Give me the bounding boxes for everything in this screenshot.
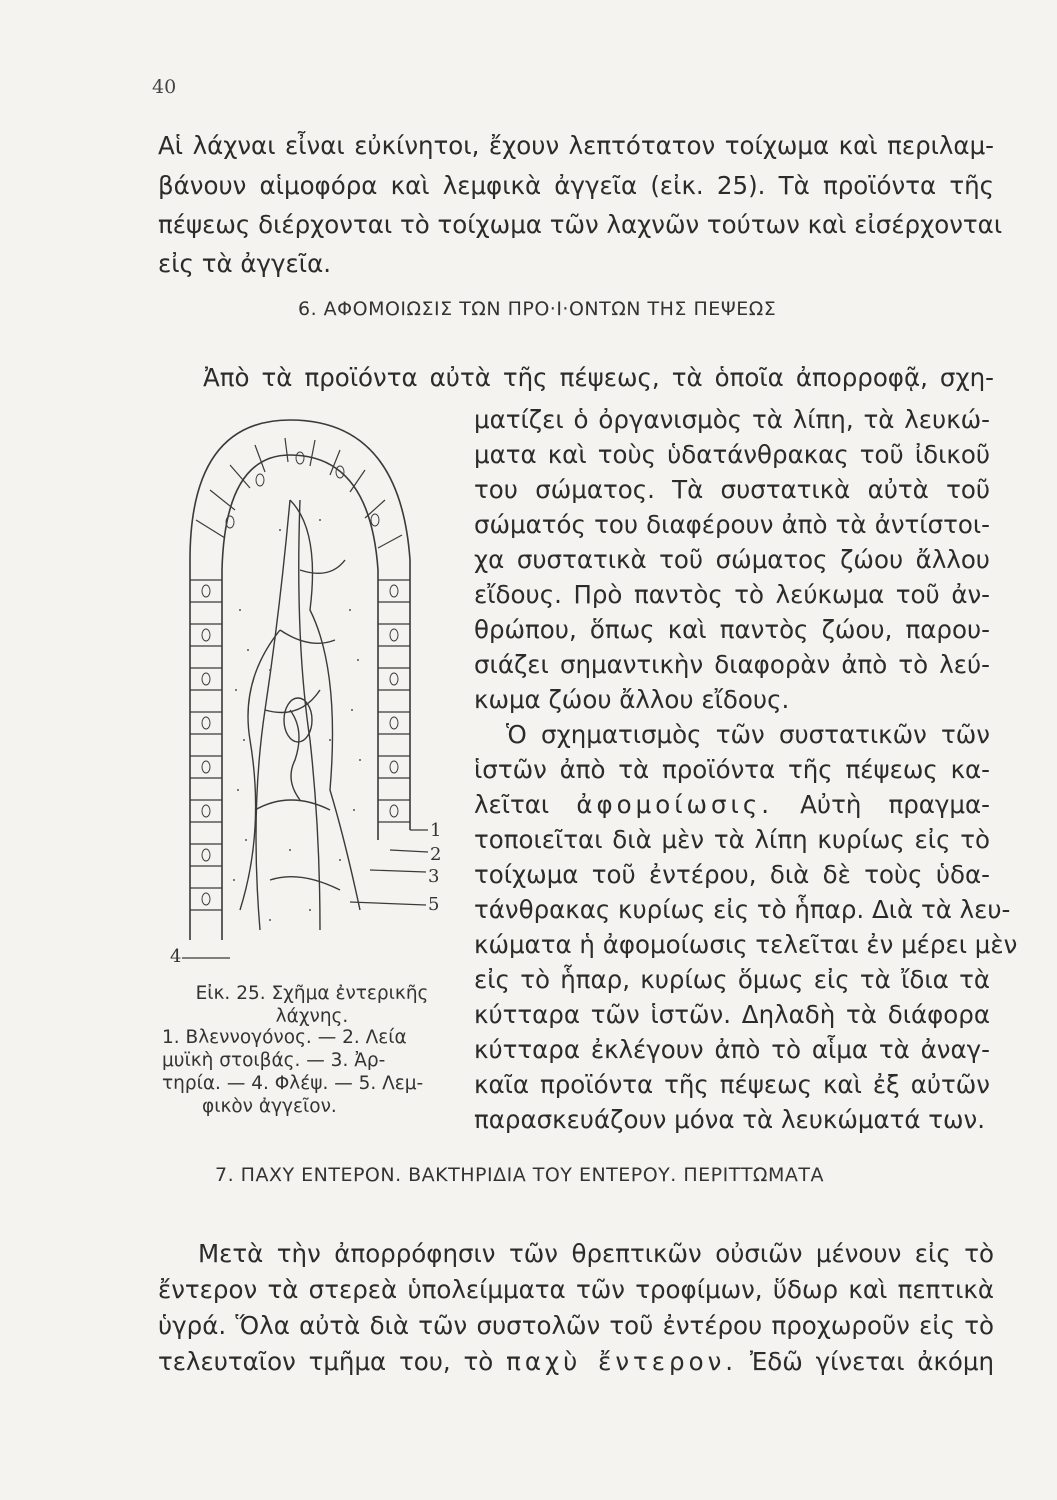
para3-line: τοίχωμα τοῦ ἐντέρου, διὰ δὲ τοὺς ὑδα- [474, 860, 990, 889]
para1-line-1: Αἱ λάχναι εἶναι εὐκίνητοι, ἔχουν λεπτότατον τοίχωμα καὶ περιλαμ- [158, 131, 994, 160]
figure-caption-legend: 1. Βλεννογόνος. — 2. Λεία μυϊκὴ στοιβάς. — 3. Ἀρ- τηρία. — 4. Φλέψ. — 5. Λεμ- φικὸν ἀγγεῖον. [162, 1027, 424, 1117]
para4-line-4: τελευταῖον τμῆμα του, τὸ παχὺ ἔντερον. Ἐδῶ γίνεται ἀκόμη [158, 1347, 995, 1376]
para2-right-line: χα συστατικὰ τοῦ σώματος ζώου ἄλλου [474, 545, 990, 574]
para2-line-1: Ἀπὸ τὰ προϊόντα αὐτὰ τῆς πέψεως, τὰ ὁποῖα ἀπορροφᾷ, σχη- [203, 363, 994, 392]
para3-line: κύτταρα τῶν ἱστῶν. Δηλαδὴ τὰ διάφορα [474, 1000, 990, 1029]
figure-label-4: 4 [170, 946, 182, 967]
para2-right-line: σιάζει σημαντικὴν διαφορὰν ἀπὸ τὸ λεύ- [474, 650, 990, 679]
term-pachy-enteron: παχὺ ἔντερον. [506, 1347, 738, 1376]
para2-right-line: ματίζει ὁ ὀργανισμὸς τὰ λίπη, τὰ λευκώ- [474, 405, 990, 434]
para2-right-line: ματα καὶ τοὺς ὑδατάνθρακας τοῦ ἰδικοῦ [474, 440, 990, 469]
para2-right-line: του σώματος. Τὰ συστατικὰ αὐτὰ τοῦ [474, 475, 990, 504]
para3-line-3: λεῖται ἀφομοίωσις. Αὐτὴ πραγμα- [474, 790, 990, 819]
para3-line-1: Ὁ σχηματισμὸς τῶν συστατικῶν τῶν [506, 720, 990, 749]
figure-label-5: 5 [428, 894, 440, 915]
page-number: 40 [152, 76, 177, 98]
section-heading-6: 6. ΑΦΟΜΟΙΩΣΙΣ ΤΩΝ ΠΡΟ·Ι·ΟΝΤΩΝ ΤΗΣ ΠΕΨΕΩΣ [298, 298, 777, 320]
term-afomoiosis: ἀφομοίωσις. [576, 790, 774, 819]
para4-line-2: ἔντερον τὰ στερεὰ ὑπολείμματα τῶν τροφίμων, ὕδωρ καὶ πεπτικὰ [158, 1275, 994, 1304]
section-heading-7: 7. ΠΑΧΥ ΕΝΤΕΡΟΝ. ΒΑΚΤΗΡΙΔΙΑ ΤΟΥ ΕΝΤΕΡΟΥ. ΠΕΡΙΤΤΩΜΑΤΑ [215, 1164, 824, 1186]
para2-right-line: κωμα ζώου ἄλλου εἴδους. [474, 685, 790, 714]
para3-line: εἰς τὸ ἧπαρ, κυρίως ὅμως εἰς τὰ ἴδια τὰ [474, 965, 990, 994]
figure-label-2: 2 [430, 844, 442, 865]
para1-line-2: βάνουν αἱμοφόρα καὶ λεμφικὰ ἀγγεῖα (εἰκ. 25). Τὰ προϊόντα τῆς [158, 171, 994, 200]
para3-line-2: ἱστῶν ἀπὸ τὰ προϊόντα τῆς πέψεως κα- [474, 755, 990, 784]
para3-line: τάνθρακας κυρίως εἰς τὸ ἧπαρ. Διὰ τὰ λευ- [474, 895, 1011, 924]
para3-line: κώματα ἡ ἀφομοίωσις τελεῖται ἐν μέρει μὲν [474, 930, 1018, 959]
para2-right-line: σώματός του διαφέρουν ἀπὸ τὰ ἀντίστοι- [474, 510, 990, 539]
para2-right-line: θρώπου, ὅπως καὶ παντὸς ζώου, παρου- [474, 615, 990, 644]
para3-line: καῖα προϊόντα τῆς πέψεως καὶ ἐξ αὐτῶν [474, 1070, 990, 1099]
para1-line-3: πέψεως διέρχονται τὸ τοίχωμα τῶν λαχνῶν τούτων καὶ εἰσέρχονται [158, 210, 1003, 239]
para4-line-3: ὑγρά. Ὅλα αὐτὰ διὰ τῶν συστολῶν τοῦ ἐντέρου προχωροῦν εἰς τὸ [158, 1311, 994, 1340]
figure-caption-title: Εἰκ. 25. Σχῆμα ἐντερικῆς λάχνης. [195, 983, 429, 1027]
para1-line-4: εἰς τὰ ἀγγεῖα. [158, 249, 332, 278]
figure-label-1: 1 [430, 820, 442, 841]
villus-figure [170, 410, 460, 970]
figure-label-3: 3 [428, 866, 440, 887]
para3-line: κύτταρα ἐκλέγουν ἀπὸ τὸ αἷμα τὰ ἀναγ- [474, 1035, 990, 1064]
para2-right-line: εἴδους. Πρὸ παντὸς τὸ λεύκωμα τοῦ ἀν- [474, 580, 990, 609]
para3-line: παρασκευάζουν μόνα τὰ λευκώματά των. [474, 1105, 986, 1134]
para4-line-1: Μετὰ τὴν ἀπορρόφησιν τῶν θρεπτικῶν οὐσιῶν μένουν εἰς τὸ [198, 1239, 994, 1268]
para3-line: τοποιεῖται διὰ μὲν τὰ λίπη κυρίως εἰς τὸ [474, 825, 990, 854]
